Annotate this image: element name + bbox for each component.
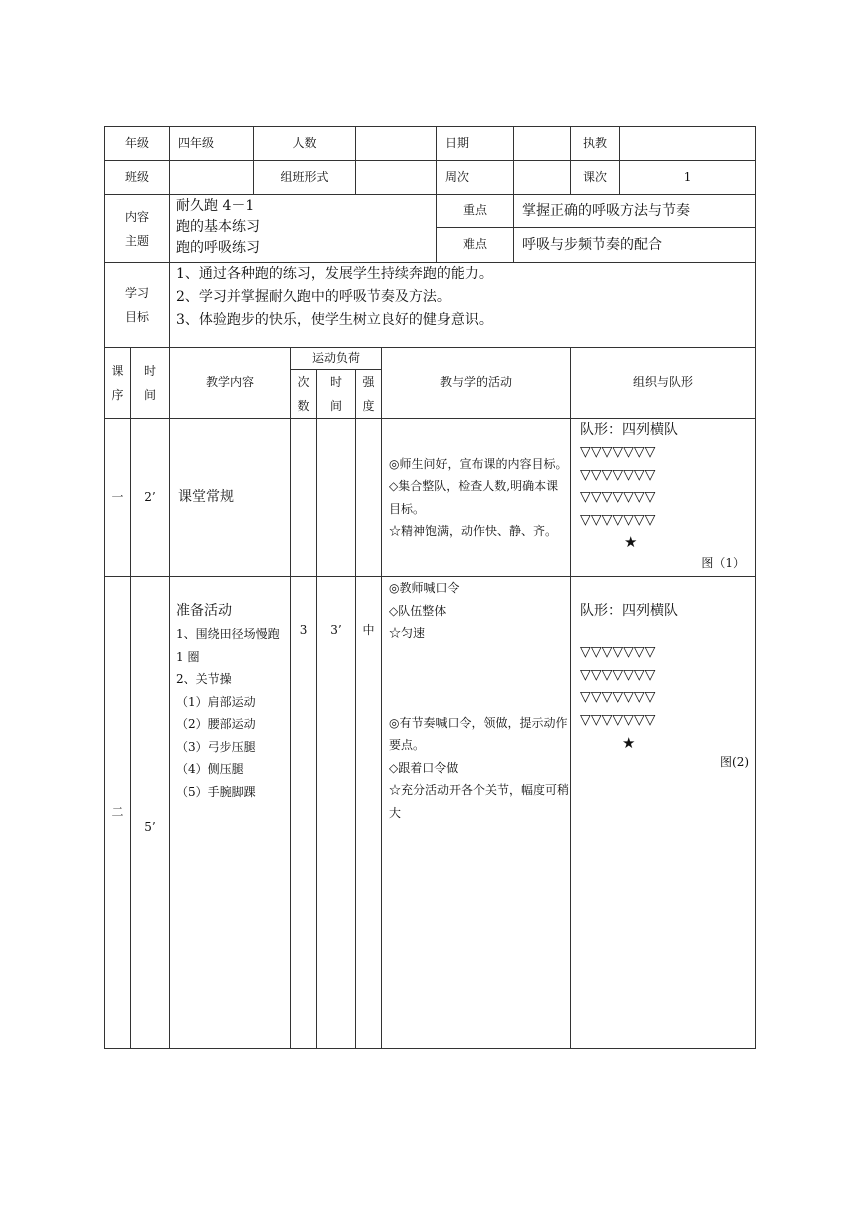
section-reps: 3	[291, 577, 317, 1049]
col-time: 时 间	[131, 348, 170, 419]
activity-item: ☆匀速	[389, 626, 426, 640]
col-duration: 时 间	[317, 370, 356, 419]
section-time: 2’	[131, 419, 170, 577]
section-intensity	[356, 419, 382, 577]
formation-row: ▽▽▽▽▽▽▽	[580, 666, 656, 683]
col-activity: 教与学的活动	[382, 348, 571, 419]
goals-content	[170, 263, 756, 348]
section-activities	[382, 419, 571, 577]
content-item: 1、围绕田径场慢跑	[176, 627, 280, 641]
teacher-label: 执教	[571, 127, 620, 161]
header-row-2	[105, 161, 756, 195]
col-organization: 组织与队形	[571, 348, 756, 419]
topic-content	[170, 195, 437, 263]
col-reps: 次 数	[291, 370, 317, 419]
content-item: （5）手腕脚踝	[176, 784, 256, 799]
formation-title: 队形：四列横队	[580, 603, 679, 619]
difficulty-value: 呼吸与步频节奏的配合	[514, 228, 756, 263]
count-label: 人数	[254, 127, 356, 161]
formation-row: ▽▽▽▽▽▽▽	[580, 644, 656, 660]
col-intensity: 强 度	[356, 370, 382, 419]
topic-label: 内容 主题	[105, 195, 170, 263]
week-label: 周次	[437, 161, 514, 195]
content-item: 1 圈	[176, 649, 200, 664]
topic-line: 跑的呼吸练习	[176, 240, 261, 256]
col-load: 运动负荷	[291, 348, 382, 370]
topic-row-1	[105, 195, 756, 228]
group-value	[356, 161, 437, 195]
figure-label: 图(2)	[720, 755, 750, 769]
col-order: 课 序	[105, 348, 131, 419]
section-content: 课堂常规	[170, 419, 291, 577]
column-header-row-1	[105, 348, 756, 370]
formation-row: ▽▽▽▽▽▽▽	[580, 444, 656, 460]
section-row-2	[105, 577, 756, 1049]
section-order: 一	[105, 419, 131, 577]
section-intensity: 中	[356, 577, 382, 1049]
formation-title: 队形：四列横队	[580, 422, 679, 438]
content-item: （1）肩部运动	[176, 694, 256, 709]
group-label: 组班形式	[254, 161, 356, 195]
section-duration	[317, 419, 356, 577]
topic-line: 跑的基本练习	[176, 219, 261, 235]
lesson-label: 课次	[571, 161, 620, 195]
activity-item: ☆精神饱满，动作快、静、齐。	[389, 524, 558, 538]
teacher-value	[620, 127, 756, 161]
topic-line: 耐久跑 4－1	[176, 198, 255, 214]
activity-item: ◇跟着口令做	[389, 760, 459, 775]
teacher-star-icon: ★	[622, 734, 636, 752]
activity-item: ◇集合整队，检查人数,明确本课目标。	[389, 479, 559, 516]
date-value	[514, 127, 571, 161]
content-title: 准备活动	[176, 603, 233, 619]
activity-item: ◎有节奏喊口令，领做，提示动作要点。	[389, 715, 568, 752]
goal-item: 1、通过各种跑的练习，发展学生持续奔跑的能力。	[176, 266, 493, 282]
key-point-label: 重点	[437, 195, 514, 228]
grade-value: 四年级	[170, 127, 254, 161]
formation-row: ▽▽▽▽▽▽▽	[580, 511, 656, 528]
goal-item: 2、学习并掌握耐久跑中的呼吸节奏及方法。	[176, 289, 451, 305]
activity-item: ◎教师喊口令	[389, 581, 460, 595]
week-value	[514, 161, 571, 195]
count-value	[356, 127, 437, 161]
col-content: 教学内容	[170, 348, 291, 419]
section-formation	[571, 577, 756, 1049]
activity-item: ☆充分活动开各个关节，幅度可稍大	[389, 783, 570, 820]
lesson-value: 1	[620, 161, 756, 195]
section-row-1	[105, 419, 756, 577]
section-time: 5’	[131, 577, 170, 1049]
class-label: 班级	[105, 161, 170, 195]
goal-item: 3、体验跑步的快乐，使学生树立良好的健身意识。	[176, 312, 493, 328]
content-item: （3）弓步压腿	[176, 739, 256, 754]
section-order: 二	[105, 577, 131, 1049]
activity-item: ◇队伍整体	[389, 603, 447, 618]
key-point-value: 掌握正确的呼吸方法与节奏	[514, 195, 756, 228]
content-item: （2）腰部运动	[176, 717, 256, 731]
formation-row: ▽▽▽▽▽▽▽	[580, 489, 656, 505]
lesson-plan-document	[104, 126, 755, 1049]
content-item: 2、关节操	[176, 672, 232, 686]
difficulty-label: 难点	[437, 228, 514, 263]
formation-row: ▽▽▽▽▽▽▽	[580, 466, 656, 483]
date-label: 日期	[437, 127, 514, 161]
section-reps	[291, 419, 317, 577]
figure-label: 图（1）	[701, 556, 746, 570]
lesson-plan-table	[104, 126, 756, 1049]
section-duration: 3’	[317, 577, 356, 1049]
class-value	[170, 161, 254, 195]
formation-row: ▽▽▽▽▽▽▽	[580, 689, 656, 705]
activity-item: ◎师生问好，宣布课的内容目标。	[389, 456, 568, 471]
grade-label: 年级	[105, 127, 170, 161]
header-row-1	[105, 127, 756, 161]
goals-row	[105, 263, 756, 348]
section-formation	[571, 419, 756, 577]
content-item: （4）侧压腿	[176, 762, 244, 776]
goals-label: 学习 目标	[105, 263, 170, 348]
section-activities	[382, 577, 571, 1049]
section-content	[170, 577, 291, 1049]
formation-row: ▽▽▽▽▽▽▽	[580, 711, 656, 728]
teacher-star-icon: ★	[624, 533, 638, 551]
